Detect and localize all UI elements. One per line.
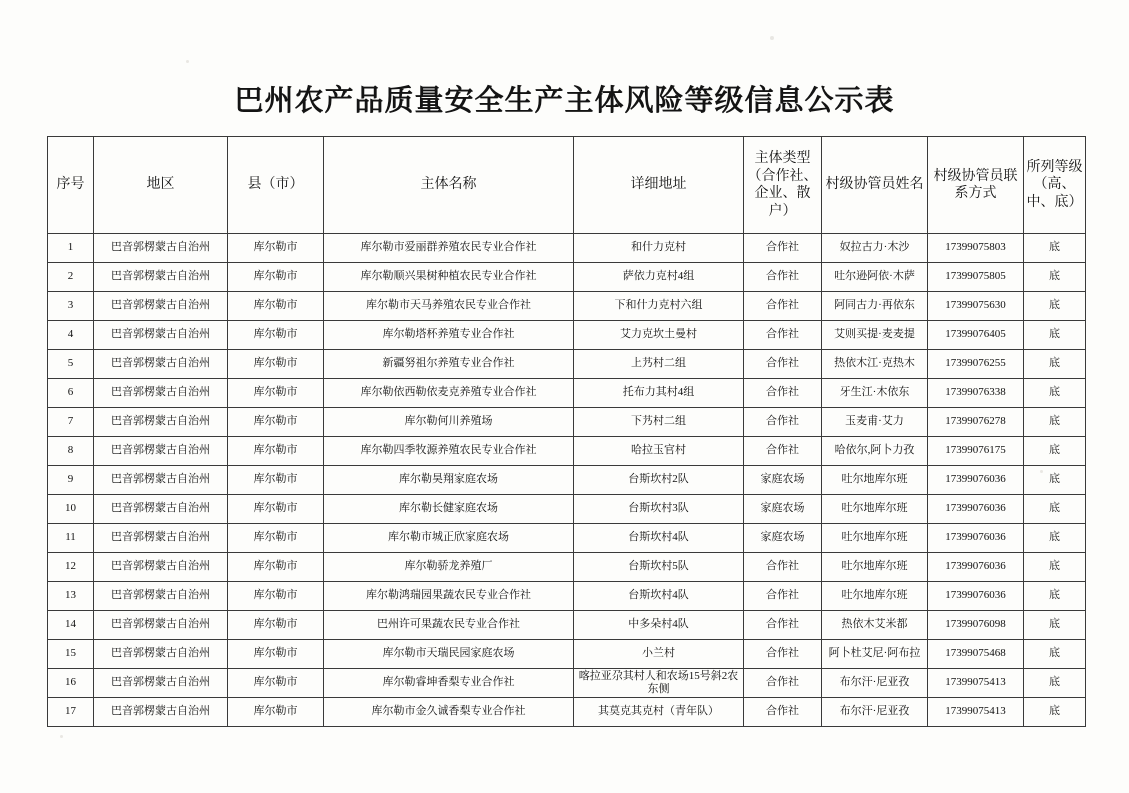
cell-city: 库尔勒市 [228,582,324,611]
table-row [48,698,1086,727]
cell-risk-level: 底 [1024,234,1086,263]
table-row [48,669,1086,698]
cell-address: 哈拉玉官村 [574,437,744,466]
cell-index: 13 [48,582,94,611]
cell-area: 巴音郭楞蒙古自治州 [94,321,228,350]
cell-risk-level: 底 [1024,408,1086,437]
column-header-agent-phone: 村级协管员联系方式 [928,137,1024,234]
cell-entity-name: 库尔勒四季牧源养殖农民专业合作社 [324,437,574,466]
cell-agent-phone: 17399076338 [928,379,1024,408]
scan-speck [186,60,189,63]
cell-agent-phone: 17399076036 [928,582,1024,611]
cell-area: 巴音郭楞蒙古自治州 [94,408,228,437]
cell-risk-level: 底 [1024,466,1086,495]
cell-agent-name: 布尔汗·尼亚孜 [822,698,928,727]
cell-agent-phone: 17399075630 [928,292,1024,321]
cell-entity-name: 库尔勒顺兴果树种植农民专业合作社 [324,263,574,292]
scan-speck [60,735,63,738]
cell-risk-level: 底 [1024,611,1086,640]
cell-entity-name: 库尔勒鸿瑞园果蔬农民专业合作社 [324,582,574,611]
cell-agent-name: 吐尔逊阿依·木萨 [822,263,928,292]
table-row [48,582,1086,611]
cell-agent-name: 布尔汗·尼亚孜 [822,669,928,698]
cell-entity-type: 合作社 [744,234,822,263]
cell-risk-level: 底 [1024,263,1086,292]
cell-entity-type: 合作社 [744,669,822,698]
cell-risk-level: 底 [1024,350,1086,379]
table-row [48,408,1086,437]
cell-risk-level: 底 [1024,495,1086,524]
cell-address: 中多朵村4队 [574,611,744,640]
cell-address: 下和什力克村六组 [574,292,744,321]
cell-city: 库尔勒市 [228,669,324,698]
table-row [48,553,1086,582]
cell-agent-name: 牙生江·木依东 [822,379,928,408]
cell-entity-name: 库尔勒骄龙养殖厂 [324,553,574,582]
cell-entity-type: 合作社 [744,582,822,611]
cell-entity-name: 库尔勒何川养殖场 [324,408,574,437]
cell-area: 巴音郭楞蒙古自治州 [94,379,228,408]
cell-area: 巴音郭楞蒙古自治州 [94,611,228,640]
cell-agent-phone: 17399075803 [928,234,1024,263]
cell-area: 巴音郭楞蒙古自治州 [94,640,228,669]
cell-index: 12 [48,553,94,582]
cell-risk-level: 底 [1024,437,1086,466]
cell-agent-name: 吐尔地库尔班 [822,524,928,553]
cell-city: 库尔勒市 [228,640,324,669]
cell-area: 巴音郭楞蒙古自治州 [94,495,228,524]
table-row [48,437,1086,466]
cell-agent-name: 哈依尔,阿卜力孜 [822,437,928,466]
cell-city: 库尔勒市 [228,292,324,321]
cell-address: 萨依力克村4组 [574,263,744,292]
cell-index: 3 [48,292,94,321]
column-header-entity-name: 主体名称 [324,137,574,234]
column-header-area: 地区 [94,137,228,234]
cell-city: 库尔勒市 [228,408,324,437]
cell-risk-level: 底 [1024,379,1086,408]
column-header-agent-name: 村级协管员姓名 [822,137,928,234]
cell-address: 喀拉亚尕其村人和农场15号斜2农东侧 [574,669,744,698]
cell-entity-type: 合作社 [744,640,822,669]
cell-entity-type: 合作社 [744,321,822,350]
table-row [48,524,1086,553]
cell-risk-level: 底 [1024,640,1086,669]
cell-agent-name: 阿卜杜艾尼·阿布拉 [822,640,928,669]
cell-entity-name: 库尔勒昊翔家庭农场 [324,466,574,495]
cell-entity-name: 库尔勒依西勒依麦克养殖专业合作社 [324,379,574,408]
cell-entity-type: 合作社 [744,379,822,408]
cell-risk-level: 底 [1024,582,1086,611]
cell-agent-phone: 17399076098 [928,611,1024,640]
cell-entity-name: 库尔勒市爱丽群养殖农民专业合作社 [324,234,574,263]
table-body [48,234,1086,727]
table-header-row [48,137,1086,234]
cell-area: 巴音郭楞蒙古自治州 [94,669,228,698]
page-title: 巴州农产品质量安全生产主体风险等级信息公示表 [234,85,895,117]
table-row [48,321,1086,350]
table-row [48,495,1086,524]
cell-entity-name: 库尔勒市城正欣家庭农场 [324,524,574,553]
cell-entity-type: 合作社 [744,611,822,640]
cell-agent-phone: 17399076255 [928,350,1024,379]
cell-area: 巴音郭楞蒙古自治州 [94,234,228,263]
cell-risk-level: 底 [1024,553,1086,582]
cell-city: 库尔勒市 [228,495,324,524]
cell-index: 17 [48,698,94,727]
cell-city: 库尔勒市 [228,437,324,466]
cell-index: 2 [48,263,94,292]
cell-agent-name: 艾则买提·麦麦提 [822,321,928,350]
cell-index: 7 [48,408,94,437]
cell-city: 库尔勒市 [228,234,324,263]
cell-address: 台斯坎村2队 [574,466,744,495]
cell-agent-name: 吐尔地库尔班 [822,582,928,611]
table-row [48,466,1086,495]
cell-address: 和什力克村 [574,234,744,263]
cell-agent-phone: 17399076036 [928,466,1024,495]
table-row [48,350,1086,379]
cell-agent-phone: 17399075805 [928,263,1024,292]
cell-address: 下艿村二组 [574,408,744,437]
cell-entity-type: 家庭农场 [744,495,822,524]
cell-address: 台斯坎村4队 [574,524,744,553]
table-row [48,379,1086,408]
column-header-entity-type: 主体类型（合作社、企业、散户） [744,137,822,234]
cell-index: 5 [48,350,94,379]
column-header-index: 序号 [48,137,94,234]
column-header-risk-level: 所列等级（高、中、底） [1024,137,1086,234]
cell-entity-type: 合作社 [744,350,822,379]
cell-agent-name: 玉麦甫·艾力 [822,408,928,437]
cell-area: 巴音郭楞蒙古自治州 [94,466,228,495]
cell-agent-phone: 17399075468 [928,640,1024,669]
table-row [48,234,1086,263]
cell-agent-phone: 17399076036 [928,524,1024,553]
cell-risk-level: 底 [1024,669,1086,698]
cell-entity-name: 库尔勒塔杯养殖专业合作社 [324,321,574,350]
cell-city: 库尔勒市 [228,553,324,582]
cell-index: 4 [48,321,94,350]
cell-agent-phone: 17399076278 [928,408,1024,437]
cell-city: 库尔勒市 [228,698,324,727]
cell-entity-name: 库尔勒长健家庭农场 [324,495,574,524]
table-row [48,263,1086,292]
cell-city: 库尔勒市 [228,379,324,408]
cell-index: 6 [48,379,94,408]
cell-index: 9 [48,466,94,495]
cell-city: 库尔勒市 [228,466,324,495]
cell-risk-level: 底 [1024,321,1086,350]
cell-address: 上艿村二组 [574,350,744,379]
cell-city: 库尔勒市 [228,321,324,350]
cell-agent-name: 吐尔地库尔班 [822,466,928,495]
cell-area: 巴音郭楞蒙古自治州 [94,263,228,292]
risk-level-table-container [47,136,1083,727]
cell-area: 巴音郭楞蒙古自治州 [94,553,228,582]
cell-address: 艾力克坎土曼村 [574,321,744,350]
cell-city: 库尔勒市 [228,524,324,553]
cell-agent-name: 热依木江·克热木 [822,350,928,379]
cell-index: 8 [48,437,94,466]
cell-area: 巴音郭楞蒙古自治州 [94,292,228,321]
cell-entity-type: 合作社 [744,553,822,582]
cell-risk-level: 底 [1024,524,1086,553]
cell-address: 小兰村 [574,640,744,669]
cell-agent-name: 吐尔地库尔班 [822,553,928,582]
table-row [48,640,1086,669]
cell-entity-name: 库尔勒市天马养殖农民专业合作社 [324,292,574,321]
cell-agent-phone: 17399075413 [928,669,1024,698]
cell-area: 巴音郭楞蒙古自治州 [94,437,228,466]
cell-address: 托布力其村4组 [574,379,744,408]
cell-area: 巴音郭楞蒙古自治州 [94,698,228,727]
cell-city: 库尔勒市 [228,263,324,292]
cell-area: 巴音郭楞蒙古自治州 [94,524,228,553]
cell-address: 台斯坎村5队 [574,553,744,582]
cell-index: 16 [48,669,94,698]
scan-speck [770,36,774,40]
cell-entity-name: 库尔勒睿坤香梨专业合作社 [324,669,574,698]
cell-agent-phone: 17399076405 [928,321,1024,350]
cell-index: 10 [48,495,94,524]
cell-entity-type: 合作社 [744,292,822,321]
cell-agent-name: 阿同古力·再依东 [822,292,928,321]
cell-address: 台斯坎村3队 [574,495,744,524]
cell-index: 11 [48,524,94,553]
cell-entity-type: 合作社 [744,263,822,292]
cell-area: 巴音郭楞蒙古自治州 [94,582,228,611]
cell-city: 库尔勒市 [228,611,324,640]
cell-index: 1 [48,234,94,263]
cell-agent-name: 吐尔地库尔班 [822,495,928,524]
cell-city: 库尔勒市 [228,350,324,379]
cell-entity-name: 库尔勒市天瑞民园家庭农场 [324,640,574,669]
table-row [48,292,1086,321]
cell-entity-name: 库尔勒市金久诚香梨专业合作社 [324,698,574,727]
cell-entity-type: 家庭农场 [744,524,822,553]
cell-entity-type: 家庭农场 [744,466,822,495]
cell-index: 14 [48,611,94,640]
cell-agent-phone: 17399076036 [928,495,1024,524]
cell-entity-type: 合作社 [744,698,822,727]
cell-risk-level: 底 [1024,292,1086,321]
cell-agent-phone: 17399076036 [928,553,1024,582]
cell-entity-type: 合作社 [744,408,822,437]
cell-agent-name: 热依木艾米都 [822,611,928,640]
cell-risk-level: 底 [1024,698,1086,727]
cell-agent-name: 奴拉古力·木沙 [822,234,928,263]
cell-agent-phone: 17399076175 [928,437,1024,466]
column-header-address: 详细地址 [574,137,744,234]
cell-entity-type: 合作社 [744,437,822,466]
table-row [48,611,1086,640]
risk-level-table [47,136,1086,727]
cell-area: 巴音郭楞蒙古自治州 [94,350,228,379]
cell-entity-name: 巴州许可果蔬农民专业合作社 [324,611,574,640]
cell-index: 15 [48,640,94,669]
cell-entity-name: 新疆努祖尔养殖专业合作社 [324,350,574,379]
cell-address: 台斯坎村4队 [574,582,744,611]
column-header-city: 县（市） [228,137,324,234]
cell-agent-phone: 17399075413 [928,698,1024,727]
cell-address: 其莫克其克村（青年队） [574,698,744,727]
